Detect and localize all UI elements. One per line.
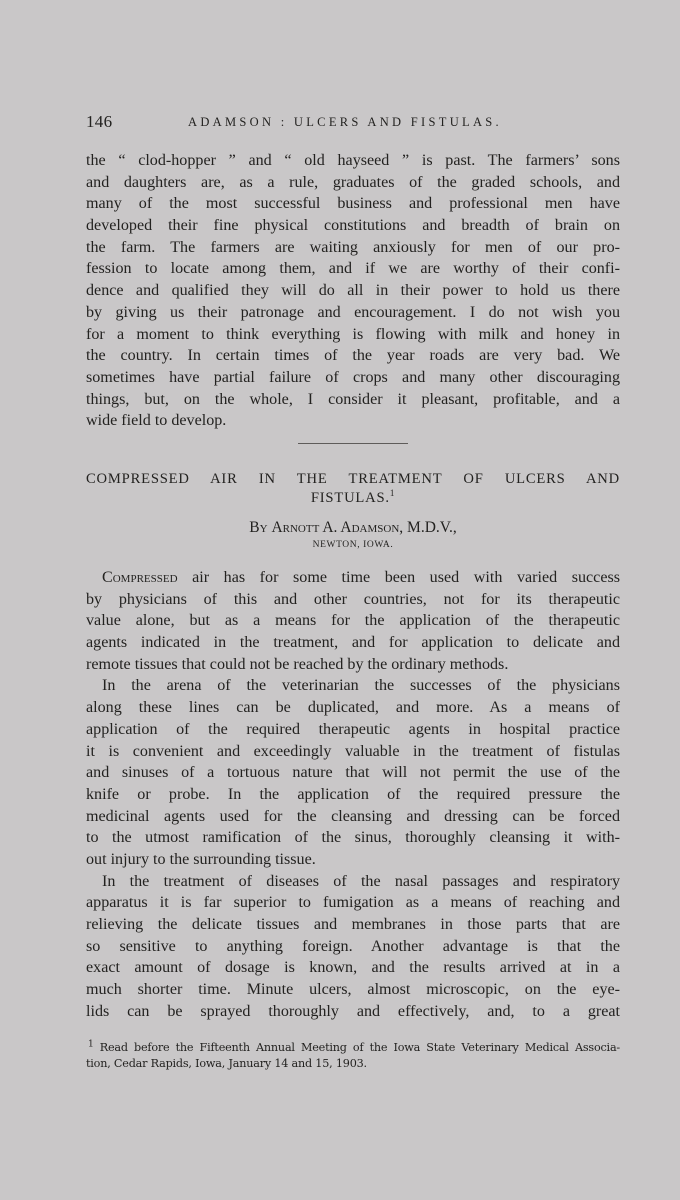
author-location: NEWTON, IOWA.: [312, 540, 394, 550]
text-line: things, but, on the whole, I consider it pleasant, profitable, and a: [86, 390, 620, 408]
article-title-text: FISTULAS.: [310, 490, 390, 506]
article-title-line-2: [86, 489, 620, 508]
article-body: [86, 567, 620, 1022]
footnote-line-2: tion, Cedar Rapids, Iowa, January 14 and 15, 1903.: [86, 1057, 367, 1070]
byline: [86, 518, 620, 538]
text-line: knife or probe. In the application of the required pressure the: [86, 785, 620, 803]
text-line: exact amount of dosage is known, and the results arrived at in a: [86, 959, 620, 977]
text-line: and daughters are, as a rule, graduates of the graded schools, and: [86, 173, 620, 191]
footnote-mark: 1: [389, 488, 396, 499]
text-line: sometimes have partial failure of crops and many other discouraging: [86, 368, 620, 386]
footnote-line-1: [86, 1040, 620, 1056]
page-number: 146: [86, 112, 113, 131]
text-line: along these lines can be duplicated, and more. As a means of: [86, 699, 620, 717]
footnote-text: Read before the Fifteenth Annual Meeting of the Iowa State Veterinary Medical Associa-: [93, 1041, 620, 1054]
text-line: much shorter time. Minute ulcers, almost microscopic, on the eye-: [86, 981, 620, 999]
text-line: value alone, but as a means for the application of the therapeutic: [86, 612, 620, 630]
text-line: so sensitive to anything foreign. Another advantage is that the: [86, 937, 620, 955]
text-line-rest: air has for some time been used with varied success: [177, 569, 620, 586]
top-paragraph: [86, 150, 620, 432]
text-line: the “ clod-hopper ” and “ old hayseed ” is past. The farmers’ sons: [86, 152, 620, 169]
lead-word: Compressed: [102, 569, 178, 586]
text-line: the farm. The farmers are waiting anxiously for men of our pro-: [86, 238, 620, 256]
text-line: by giving us their patronage and encouragement. I do not wish you: [86, 303, 620, 321]
running-title: ADAMSON : ULCERS AND FISTULAS.: [188, 115, 502, 129]
text-line: and sinuses of a tortuous nature that will not permit the use of the: [86, 764, 620, 782]
text-line: many of the most successful business and professional men have: [86, 195, 620, 213]
text-line: out injury to the surrounding tissue.: [86, 850, 316, 868]
text-line: medicinal agents used for the cleansing and dressing can be forced: [86, 807, 620, 825]
text-line: In the arena of the veterinarian the successes of the physicians: [102, 677, 620, 695]
text-line: application of the required therapeutic agents in hospital practice: [86, 720, 620, 738]
text-line: it is convenient and exceedingly valuable in the treatment of fistulas: [86, 742, 620, 760]
text-line: [86, 567, 620, 589]
section-divider: [298, 443, 408, 444]
text-line: the country. In certain times of the year roads are very bad. We: [86, 347, 620, 365]
text-line: developed their fine physical constitutions and breadth of brain on: [86, 217, 620, 235]
text-line: dence and qualified they will do all in their power to hold us there: [86, 282, 620, 300]
text-line: to the utmost ramification of the sinus, thoroughly cleansing it with-: [86, 829, 620, 847]
footnote: [86, 1040, 620, 1072]
text-line: remote tissues that could not be reached by the ordinary methods.: [86, 655, 509, 673]
article-title: [86, 470, 620, 508]
text-line: relieving the delicate tissues and membranes in those parts that are: [86, 916, 620, 933]
text-line: fession to locate among them, and if we are worthy of their confi-: [86, 260, 620, 278]
byline-prefix: By: [249, 519, 268, 536]
text-line: wide field to develop.: [86, 412, 227, 430]
author-name: Arnott A. Adamson, M.D.V.,: [271, 519, 457, 536]
text-line: by physicians of this and other countries, not for its therapeutic: [86, 590, 620, 608]
text-line: agents indicated in the treatment, and for application to delicate and: [86, 634, 620, 652]
text-line: In the treatment of diseases of the nasal passages and respiratory: [102, 872, 620, 890]
running-head: [86, 112, 620, 136]
text-line: apparatus it is far superior to fumigation as a means of reaching and: [86, 894, 620, 912]
text-line: lids can be sprayed thoroughly and effectively, and, to a great: [86, 1002, 620, 1020]
text-line: for a moment to think everything is flowing with milk and honey in: [86, 325, 620, 343]
article-title-line-1: COMPRESSED AIR IN THE TREATMENT OF ULCERS AND: [86, 471, 620, 487]
footnote-number: 1: [88, 1039, 94, 1050]
